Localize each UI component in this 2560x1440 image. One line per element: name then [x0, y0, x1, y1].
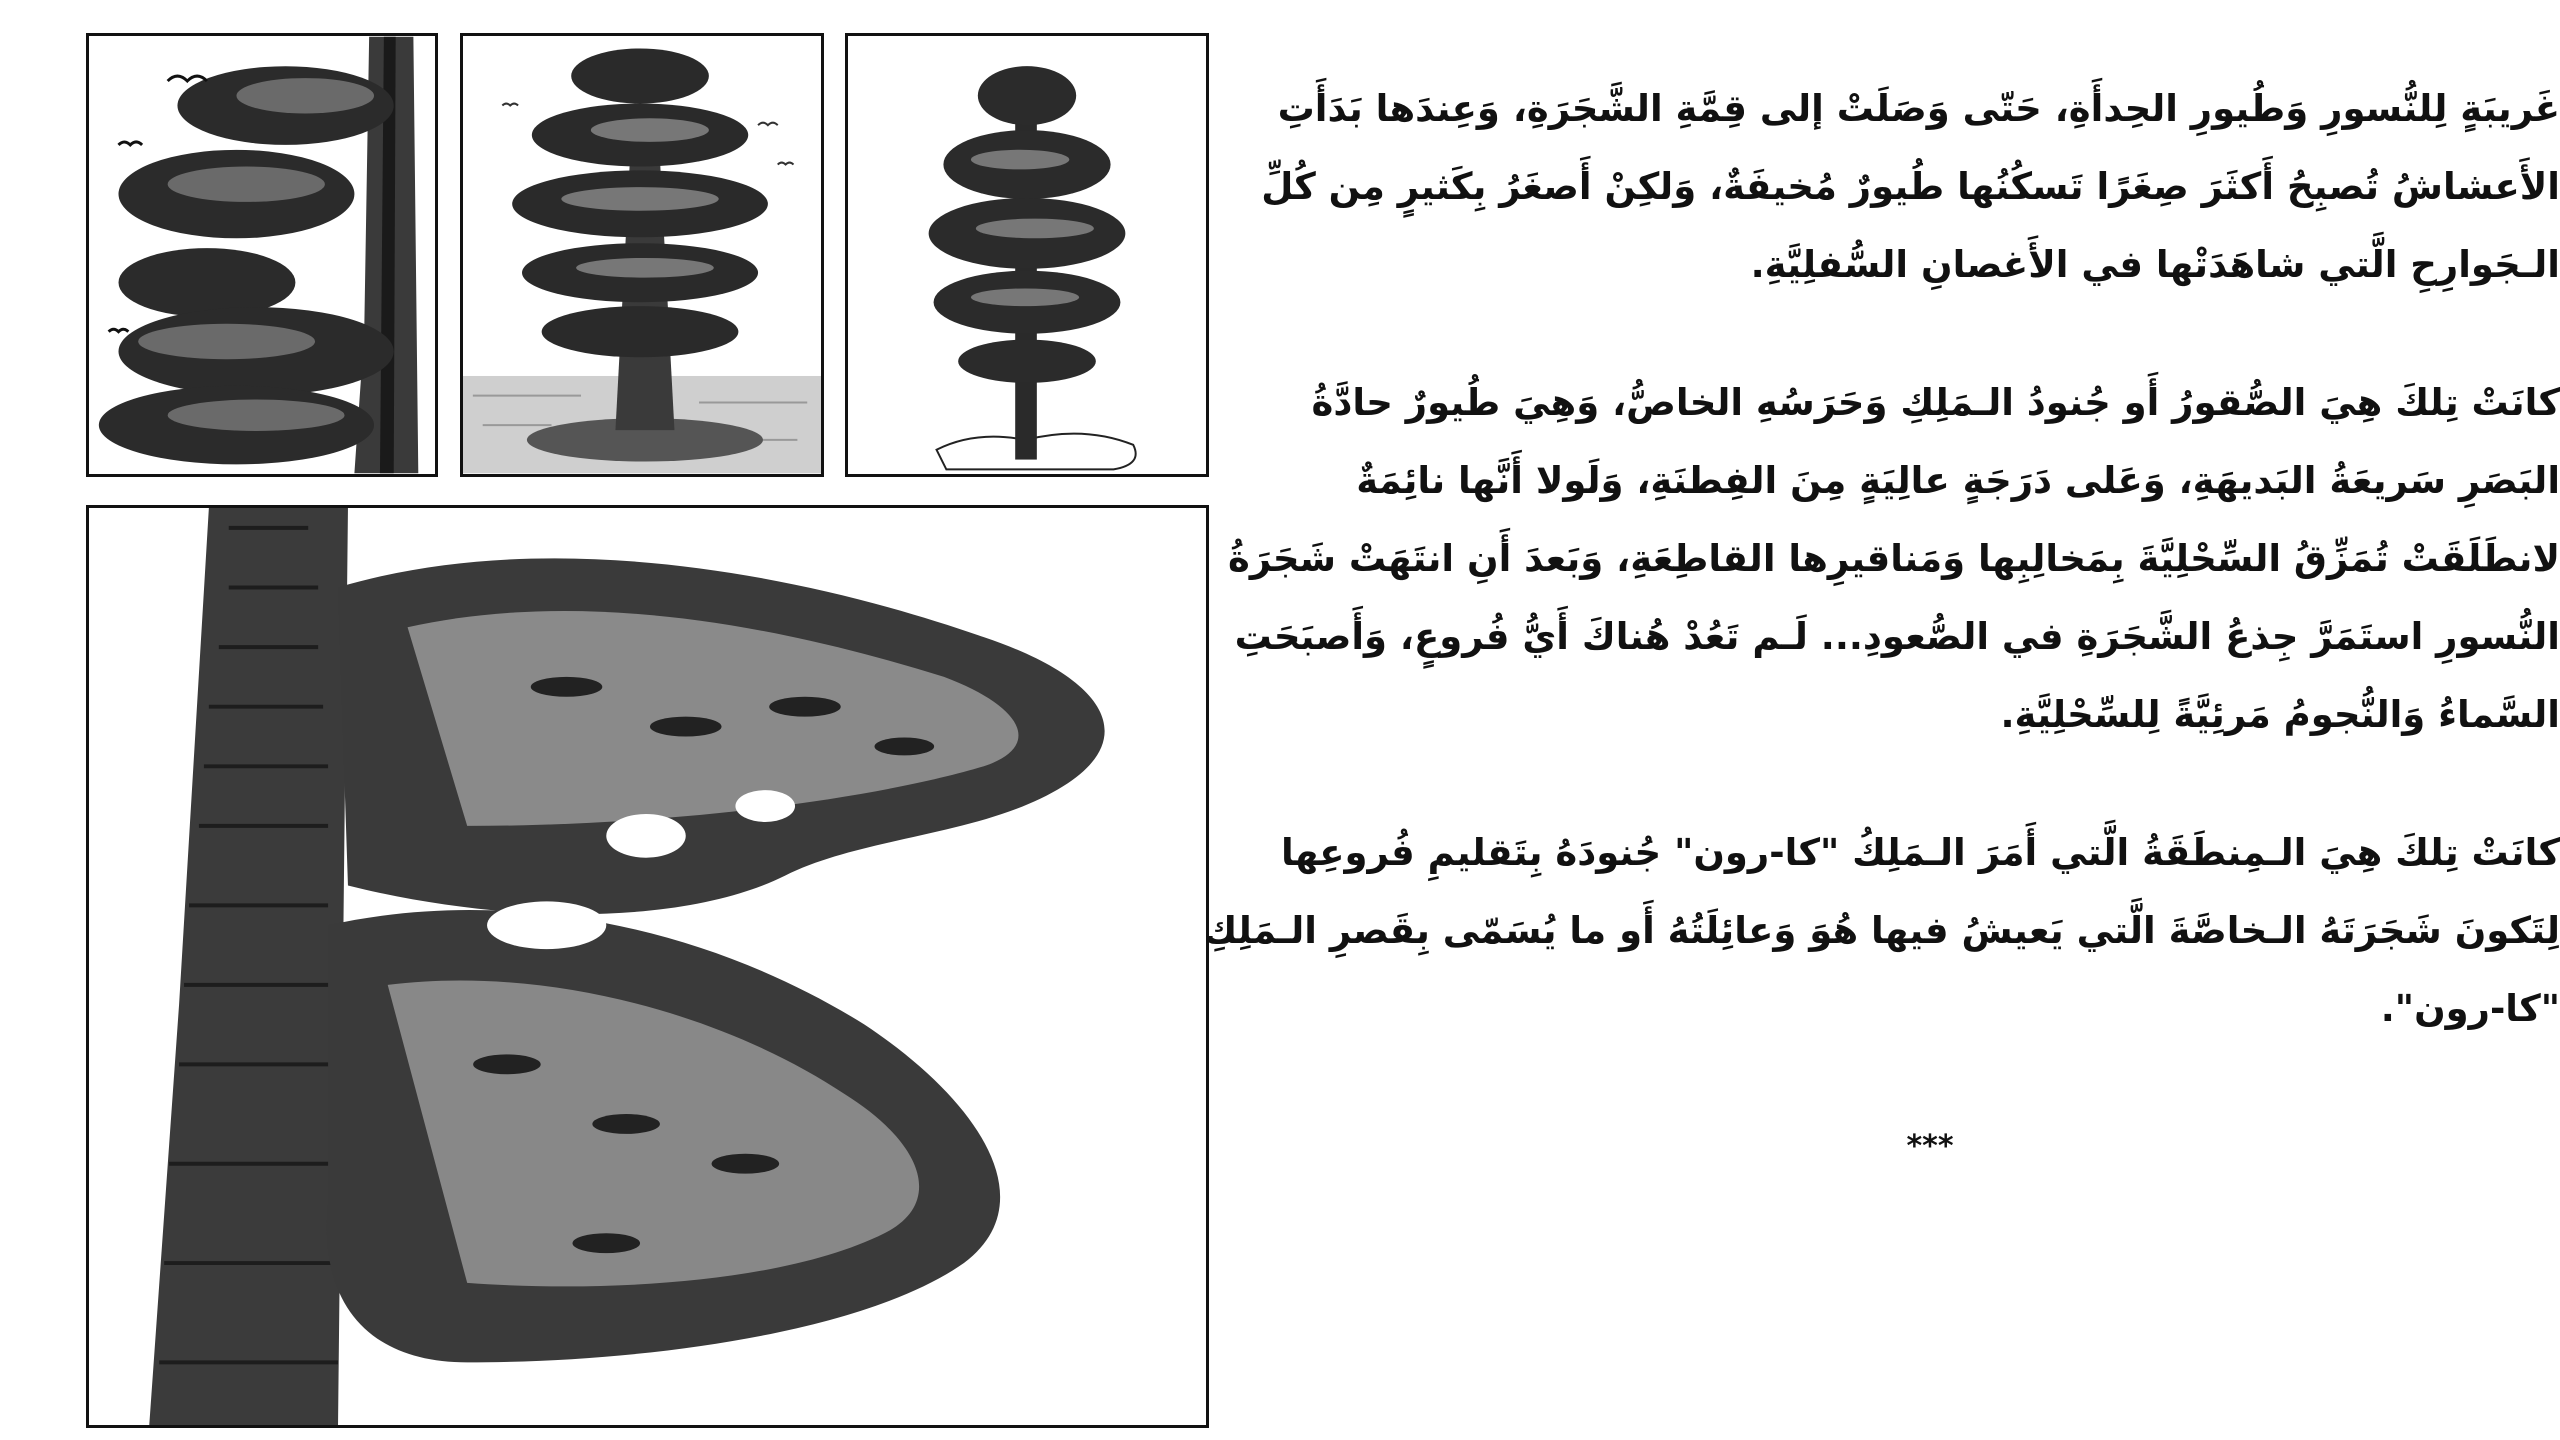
- paragraph-3: [1203, 814, 2560, 1048]
- text-line: النُّسورِ استَمَرَّ جِذعُ الشَّجَرَةِ في الصُّعودِ... لَـم تَعُدْ هُناكَ أَيُّ فُروعٍ، وَأَصبَحَتِ: [1234, 615, 2560, 658]
- section-separator: ***: [1906, 1129, 1954, 1164]
- story-text: [1203, 70, 2560, 1186]
- illustration-panel-branches-closeup: [86, 505, 1209, 1428]
- text-line: كانَتْ تِلكَ هِيَ الـمِنطَقَةُ الَّتي أَمَرَ الـمَلِكُ "كا-رون" جُنودَهُ بِتَقليمِ فُروعِها: [1280, 831, 2560, 874]
- text-line: "كا-رون".: [2380, 987, 2560, 1030]
- text-line: الأَعشاشُ تُصبِحُ أَكثَرَ صِغَرًا تَسكُنُها طُيورٌ مُخيفَةٌ، وَلكِنْ أَصغَرُ بِكَثيرٍ مِن كُلِّ: [1261, 165, 2560, 208]
- tree-birds-illustration: [89, 36, 435, 474]
- text-line: غَريبَةٍ لِلنُّسورِ وَطُيورِ الحِدأَةِ، حَتّى وَصَلَتْ إلى قِمَّةِ الشَّجَرَةِ، وَعِندَها بَدَأَتِ: [1277, 87, 2560, 130]
- text-line: البَصَرِ سَريعَةُ البَديهَةِ، وَعَلى دَرَجَةٍ عالِيَةٍ مِنَ الفِطنَةِ، وَلَولا أَنَّها نائِمَةٌ: [1356, 459, 2560, 502]
- text-line: كانَتْ تِلكَ هِيَ الصُّقورُ أَو جُنودُ الـمَلِكِ وَحَرَسُهِ الخاصُّ، وَهِيَ طُيورٌ حادَّةُ: [1311, 381, 2560, 424]
- text-line: لانطَلَقَتْ تُمَزِّقُ السِّحْلِيَّةَ بِمَخالِبِها وَمَناقيرِها القاطِعَةِ، وَبَعدَ أَنِ انتَهَتْ شَجَرَةُ: [1228, 537, 2560, 580]
- text-line: السَّماءُ وَالنُّجومُ مَرئِيَّةً لِلسِّحْلِيَّةِ.: [2000, 693, 2560, 736]
- branches-closeup-illustration: [89, 508, 1206, 1425]
- paragraph-1: [1261, 70, 2560, 304]
- paragraph-2: [1228, 364, 2560, 754]
- text-line: لِتَكونَ شَجَرَتَهُ الـخاصَّةَ الَّتي يَعيشُ فيها هُوَ وَعائِلَتُهُ أَو ما يُسَمّى بِقَصرِ الـمَلِكِ: [1203, 909, 2560, 952]
- illustration-panel-tree-island: [460, 33, 824, 477]
- tree-island-illustration: [463, 36, 821, 474]
- illustration-panel-tall-tree: [845, 33, 1209, 477]
- illustration-panel-tree-birds: [86, 33, 438, 477]
- text-line: الـجَوارِحِ الَّتي شاهَدَتْها في الأَغصانِ السُّفلِيَّةِ.: [1750, 243, 2560, 286]
- tall-tree-illustration: [848, 36, 1206, 474]
